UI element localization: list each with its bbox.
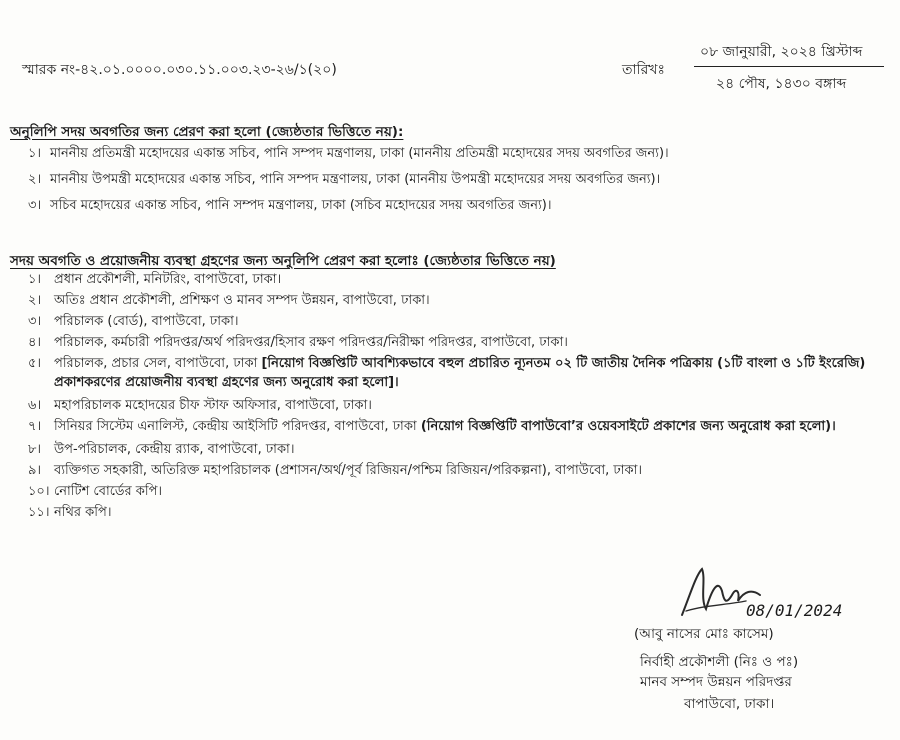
item-text: সচিব মহোদয়ের একান্ত সচিব, পানি সম্পদ মন্ত্রণালয়, ঢাকা (সচিব মহোদয়ের সদয় অবগতির জন্য)।: [50, 198, 552, 213]
list-item: [10, 482, 880, 501]
item-number: ২।: [28, 293, 42, 308]
list-item: [10, 440, 880, 459]
item-text: উপ-পরিচালক, কেন্দ্রীয় র‍্যাক, বাপাউবো, ঢাকা।: [54, 442, 295, 457]
signatory-name: (আবু নাসের মোঃ কাসেম): [634, 626, 774, 642]
signature-date: 08/01/2024: [746, 601, 843, 620]
list-item: [10, 333, 880, 352]
list-item: [10, 170, 880, 189]
section1-heading: অনুলিপি সদয় অবগতির জন্য প্রেরণ করা হলো (জ্যেষ্ঠতার ভিত্তিতে নয়):: [10, 124, 404, 140]
list-item: [10, 291, 880, 310]
date-bangla: ২৪ পৌষ, ১৪৩০ বঙ্গাব্দ: [716, 76, 847, 92]
item-number: ৪।: [28, 335, 42, 350]
signatory-place: বাপাউবো, ঢাকা।: [684, 696, 775, 712]
signature-block: [620, 565, 890, 735]
item-number: ১১।: [28, 505, 50, 520]
item-number: ১।: [28, 272, 42, 287]
signatory-designation: নির্বাহী প্রকৌশলী (নিঃ ও পঃ): [640, 654, 799, 670]
item-text: পরিচালক, প্রচার সেল, বাপাউবো, ঢাকা: [54, 356, 262, 371]
list-item: [10, 312, 880, 331]
item-text: মাননীয় প্রতিমন্ত্রী মহোদয়ের একান্ত সচিব, পানি সম্পদ মন্ত্রণালয়, ঢাকা (মাননীয় প্রতিমন্ত্রী মহোদয়ের সদয় অবগতির জন্য)।: [50, 146, 669, 161]
item-number: ৮।: [28, 442, 42, 457]
item-text: পরিচালক (বোর্ড), বাপাউবো, ঢাকা।: [54, 314, 239, 329]
item-number: ১০।: [28, 484, 50, 499]
list-item: [10, 417, 880, 436]
item-number: ১।: [28, 146, 42, 161]
item-number: ২।: [28, 172, 42, 187]
signatory-department: মানব সম্পদ উন্নয়ন পরিদপ্তর: [640, 674, 792, 690]
item-text: প্রধান প্রকৌশলী, মনিটরিং, বাপাউবো, ঢাকা।: [54, 272, 282, 287]
list-item: [10, 196, 880, 215]
section2-list: [10, 270, 880, 524]
item-number: ৭।: [28, 419, 42, 434]
item-bold-text: [নিয়োগ বিজ্ঞপ্তিটি আবশ্যিকভাবে বহুল প্রচারিত ন্যূনতম ০২ টি জাতীয় দৈনিক পত্রিকায় (১টি বাংলা ও ১টি ইংরেজি) প্রকাশকরণের প্রয়োজনীয় ব্যবস্থা গ্রহণের জন্য অনুরোধ করা হলো]।: [54, 356, 866, 390]
list-item: [10, 396, 880, 415]
item-number: ৩।: [28, 314, 42, 329]
list-item: [10, 461, 880, 480]
date-english: ০৮ জানুয়ারী, ২০২৪ খ্রিস্টাব্দ: [700, 44, 863, 60]
list-item: [10, 503, 880, 522]
item-text: ব্যক্তিগত সহকারী, অতিরিক্ত মহাপরিচালক (প্রশাসন/অর্থ/পূর্ব রিজিয়ন/পশ্চিম রিজিয়ন/পরিকল্পনা), বাপাউবো, ঢাকা।: [54, 463, 642, 478]
section1-list: [10, 144, 880, 222]
item-number: ৩।: [28, 198, 42, 213]
item-number: ৬।: [28, 398, 42, 413]
item-bold-text: (নিয়োগ বিজ্ঞপ্তিটি বাপাউবো’র ওয়েবসাইটে প্রকাশের জন্য অনুরোধ করা হলো)।: [420, 419, 836, 434]
list-item: [10, 354, 880, 392]
item-text: পরিচালক, কর্মচারী পরিদপ্তর/অর্থ পরিদপ্তর/হিসাব রক্ষণ পরিদপ্তর/নিরীক্ষা পরিদপ্তর, বাপাউবো, ঢাকা।: [54, 335, 568, 350]
memo-number: স্মারক নং-৪২.০১.০০০০.০৩০.১১.০০৩.২৩-২৬/১(২০): [22, 62, 337, 78]
list-item: [10, 144, 880, 163]
item-text: সিনিয়র সিস্টেম এনালিস্ট, কেন্দ্রীয় আইসিটি পরিদপ্তর, বাপাউবো, ঢাকা: [54, 419, 421, 434]
item-text: নোটিশ বোর্ডের কপি।: [54, 484, 163, 499]
list-item: [10, 270, 880, 289]
date-label: তারিখঃ: [622, 62, 665, 78]
item-number: ৯।: [28, 463, 42, 478]
item-text: মহাপরিচালক মহোদয়ের চীফ স্টাফ অফিসার, বাপাউবো, ঢাকা।: [54, 398, 372, 413]
item-text: মাননীয় উপমন্ত্রী মহোদয়ের একান্ত সচিব, পানি সম্পদ মন্ত্রণালয়, ঢাকা (মাননীয় উপমন্ত্রী মহোদয়ের সদয় অবগতির জন্য)।: [50, 172, 661, 187]
section2-heading: সদয় অবগতি ও প্রয়োজনীয় ব্যবস্থা গ্রহণের জন্য অনুলিপি প্রেরণ করা হলোঃ (জ্যেষ্ঠতার ভিত্তিতে নয়): [10, 253, 556, 269]
item-text: অতিঃ প্রধান প্রকৌশলী, প্রশিক্ষণ ও মানব সম্পদ উন্নয়ন, বাপাউবো, ঢাকা।: [54, 293, 430, 308]
date-divider: [694, 66, 884, 67]
item-number: ৫।: [28, 356, 42, 371]
item-text: নথির কপি।: [54, 505, 112, 520]
